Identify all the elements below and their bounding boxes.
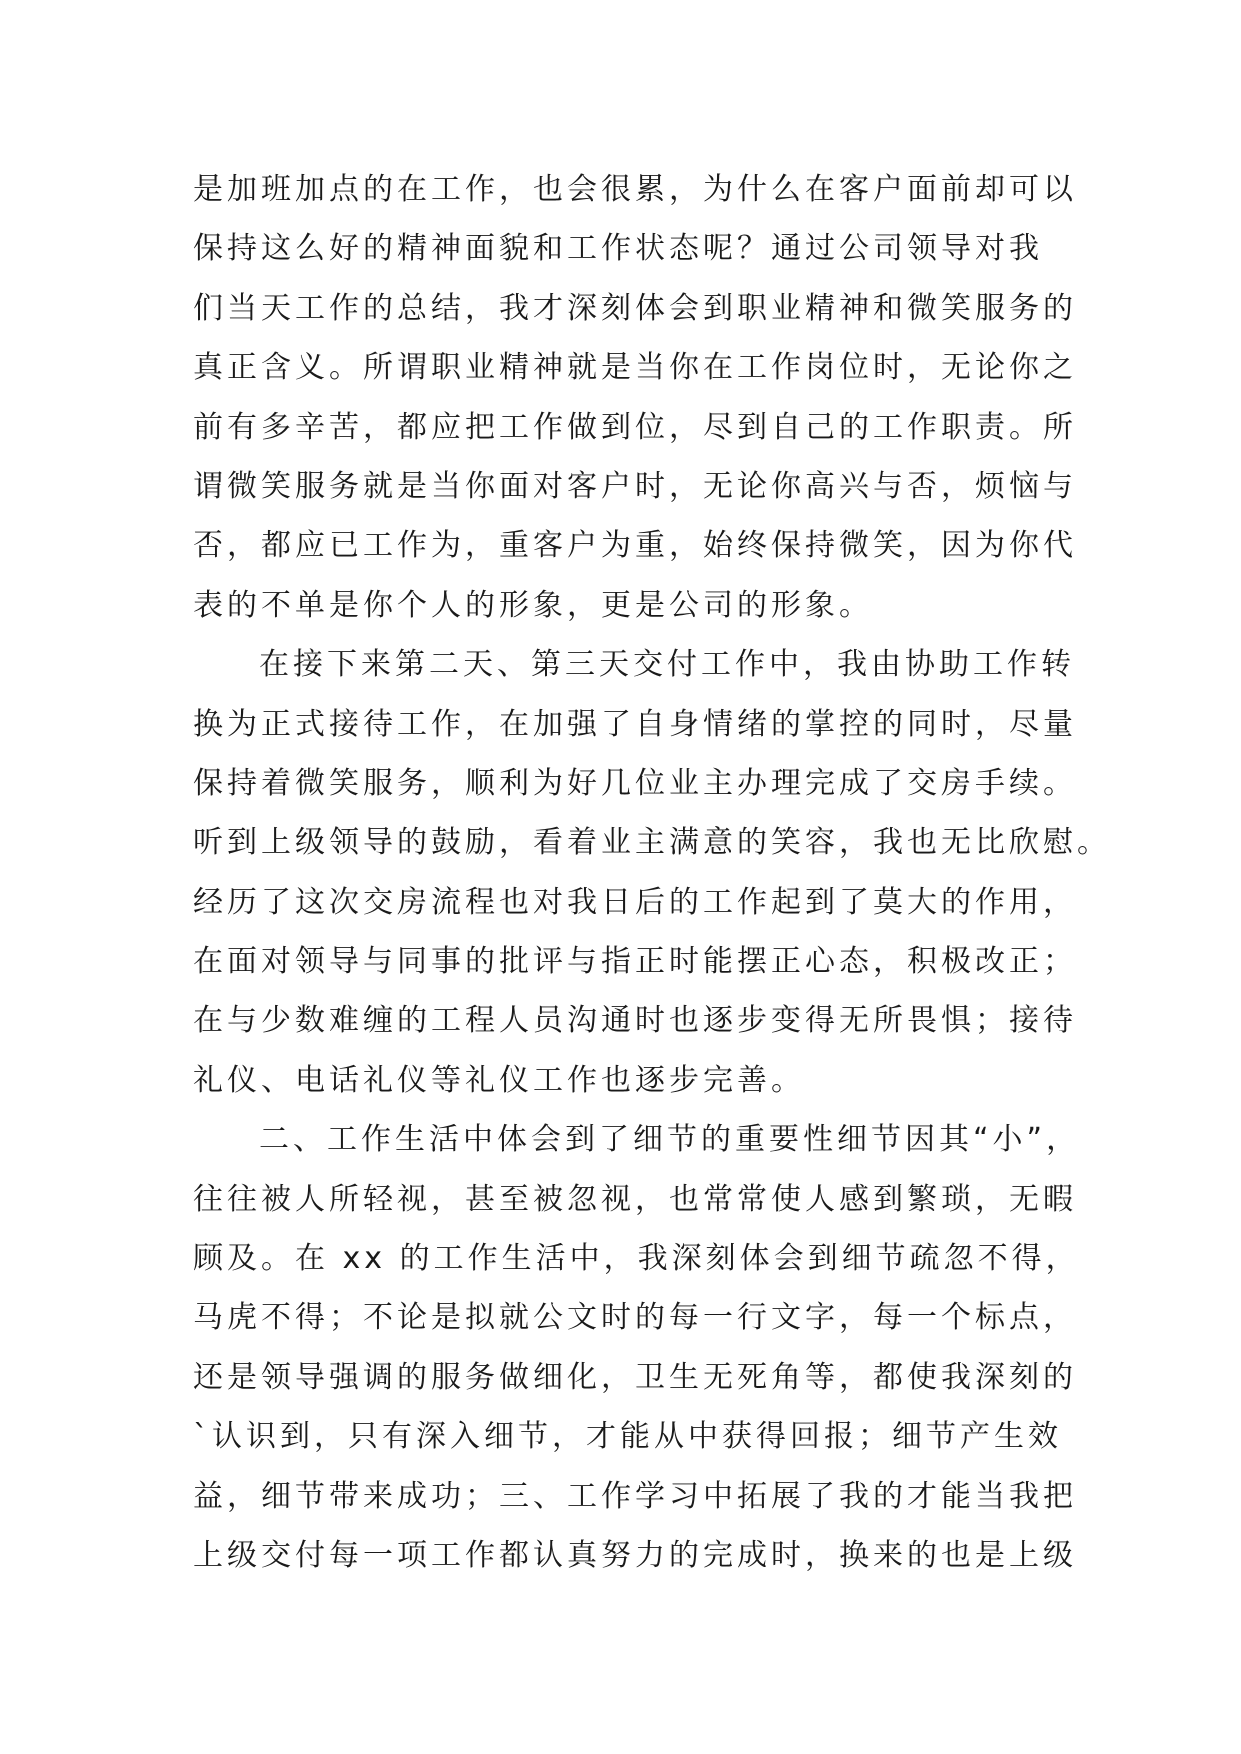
text-line: 是加班加点的在工作，也会很累，为什么在客户面前却可以 <box>193 172 1077 207</box>
text-line: 礼仪、电话礼仪等礼仪工作也逐步完善。 <box>193 1062 805 1098</box>
text-line: 还是领导强调的服务做细化，卫生无死角等，都使我深刻的 <box>193 1359 1077 1395</box>
text-line: 听到上级领导的鼓励，看着业主满意的笑容，我也无比欣慰。 <box>193 825 1111 861</box>
text-line: 上级交付每一项工作都认真努力的完成时，换来的也是上级 <box>193 1537 1077 1573</box>
text-line: `认识到，只有深入细节，才能从中获得回报；细节产生效 <box>193 1419 1062 1455</box>
text-line: 前有多辛苦，都应把工作做到位，尽到自己的工作职责。所 <box>193 409 1077 445</box>
text-line: 保持着微笑服务，顺利为好几位业主办理完成了交房手续。 <box>193 765 1077 801</box>
text-line: 顾及。在 xx 的工作生活中，我深刻体会到细节疏忽不得， <box>193 1241 1080 1277</box>
text-line: 们当天工作的总结，我才深刻体会到职业精神和微笑服务的 <box>193 290 1077 326</box>
text-line: 在与少数难缠的工程人员沟通时也逐步变得无所畏惧；接待 <box>193 1003 1077 1039</box>
text-line: 谓微笑服务就是当你面对客户时，无论你高兴与否，烦恼与 <box>193 468 1077 504</box>
text-line: 在面对领导与同事的批评与指正时能摆正心态，积极改正； <box>193 944 1077 980</box>
text-line: 保持这么好的精神面貌和工作状态呢？通过公司领导对我 <box>193 231 1043 267</box>
paragraph-start-line: 在接下来第二天、第三天交付工作中，我由协助工作转 <box>259 647 1075 683</box>
text-line: 真正含义。所谓职业精神就是当你在工作岗位时，无论你之 <box>193 350 1077 386</box>
body-text <box>193 160 1111 1585</box>
paragraph-start-line: 二、工作生活中体会到了细节的重要性细节因其“小”， <box>259 1122 1081 1158</box>
text-line: 经历了这次交房流程也对我日后的工作起到了莫大的作用， <box>193 884 1077 920</box>
text-line: 否，都应已工作为，重客户为重，始终保持微笑，因为你代 <box>193 528 1077 564</box>
text-line: 马虎不得；不论是拟就公文时的每一行文字，每一个标点， <box>193 1300 1077 1336</box>
text-line: 益，细节带来成功；三、工作学习中拓展了我的才能当我把 <box>193 1478 1077 1514</box>
text-line: 换为正式接待工作，在加强了自身情绪的掌控的同时，尽量 <box>193 706 1077 742</box>
text-line: 表的不单是你个人的形象，更是公司的形象。 <box>193 587 873 623</box>
text-line: 往往被人所轻视，甚至被忽视，也常常使人感到繁琐，无暇 <box>193 1181 1077 1217</box>
